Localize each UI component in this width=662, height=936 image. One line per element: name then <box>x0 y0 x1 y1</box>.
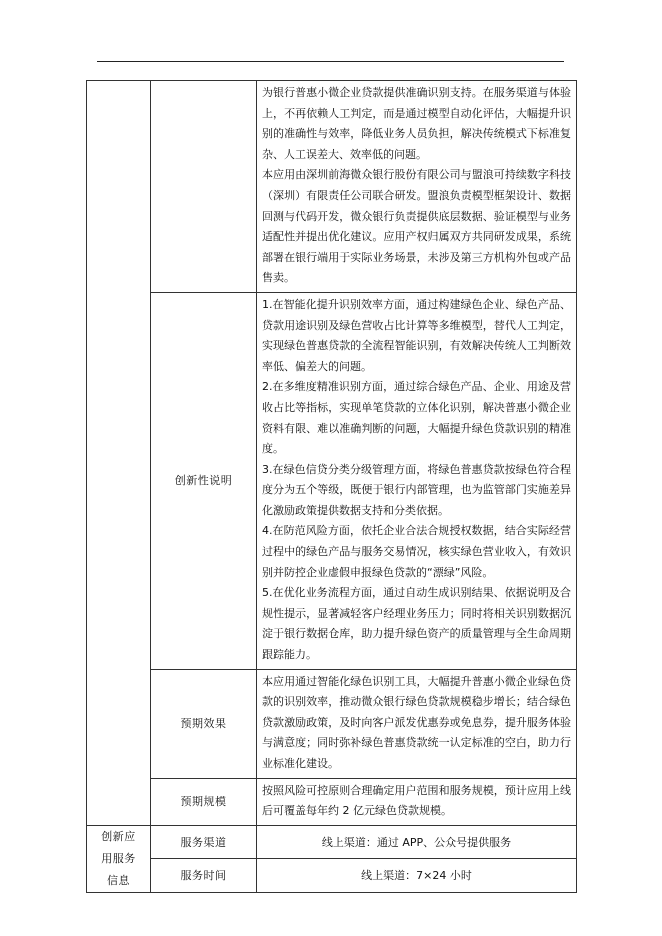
table-row <box>87 81 577 293</box>
expected-effect-cell <box>257 669 577 778</box>
service-channel-label: 服务渠道 <box>151 825 257 859</box>
group-cell-empty <box>87 81 151 826</box>
expected-effect-label: 预期效果 <box>151 669 257 778</box>
service-time-value: 线上渠道：7×24 小时 <box>257 859 577 893</box>
innovation-item: 4.在防范风险方面，依托企业合法合规授权数据，结合实际经营过程中的绿色产品与服务交易情况，核实绿色营业收入，有效识别并防控企业虚假申报绿色贷款的“漂绿”风险。 <box>262 524 571 579</box>
innovation-item: 1.在智能化提升识别效率方面，通过构建绿色企业、绿色产品、贷款用途识别及绿色营收占比计算等多维模型，替代人工判定，实现绿色普惠贷款的全流程智能识别，有效解决传统人工判断效率低、偏差大的问题。 <box>262 297 571 373</box>
service-info-group-text: 创新应用服务信息 <box>101 829 136 887</box>
expected-scale-label: 预期规模 <box>151 778 257 825</box>
expected-scale-cell <box>257 778 577 825</box>
innovation-item: 2.在多维度精准识别方面，通过综合绿色产品、企业、用途及营收占比等指标，实现单笔贷款的立体化识别，解决普惠小微企业资料有限、难以准确判断的问题，大幅提升绿色贷款识别的精准度。 <box>262 380 571 456</box>
table-row <box>87 669 577 778</box>
label-cell-empty <box>151 81 257 293</box>
service-time-label: 服务时间 <box>151 859 257 893</box>
description-paragraph: 为银行普惠小微企业贷款提供准确识别支持。在服务渠道与体验上，不再依赖人工判定，而是通过模型自动化评估，大幅提升识别的准确性与效率，降低业务人员负担，解决传统模式下标准复杂、人工误差大、效率低的问题。 <box>262 86 571 161</box>
description-paragraph: 本应用由深圳前海微众银行股份有限公司与盟浪可持续数字科技（深圳）有限责任公司联合研发。盟浪负责模型框架设计、数据回测与代码开发，微众银行负责提供底层数据、验证模型与业务适配性并提出优化建议。应用产权归属双方共同研发成果，系统部署在银行端用于实际业务场景，未涉及第三方机构外包或产品售卖。 <box>262 168 571 285</box>
service-info-group-label <box>87 825 151 892</box>
innovation-item: 3.在绿色信贷分类分级管理方面，将绿色普惠贷款按绿色符合程度分为五个等级，既便于银行内部管理，也为监管部门实施差异化激励政策提供数据支持和分类依据。 <box>262 462 571 517</box>
application-info-table <box>86 80 577 893</box>
innovation-item: 5.在优化业务流程方面，通过自动生成识别结果、依据说明及合规性提示，显著减轻客户经理业务压力；同时将相关识别数据沉淀于银行数据仓库，助力提升绿色资产的质量管理与全生命周期跟踪能力。 <box>262 586 571 662</box>
header-rule <box>97 61 564 62</box>
table-row <box>87 292 577 669</box>
innovation-cell <box>257 292 577 669</box>
description-cell <box>257 81 577 293</box>
expected-scale-text: 按照风险可控原则合理确定用户范围和服务规模，预计应用上线后可覆盖每年约 2 亿元绿色贷款规模。 <box>262 783 571 818</box>
service-channel-value: 线上渠道：通过 APP、公众号提供服务 <box>257 825 577 859</box>
table-row <box>87 778 577 825</box>
table-row <box>87 825 577 859</box>
innovation-label: 创新性说明 <box>151 292 257 669</box>
expected-effect-text: 本应用通过智能化绿色识别工具，大幅提升普惠小微企业绿色贷款的识别效率，推动微众银行绿色贷款规模稳步增长；结合绿色贷款激励政策，及时向客户派发优惠券或免息券，提升服务体验与满意度；同时弥补绿色普惠贷款统一认定标准的空白，助力行业标准化建设。 <box>262 674 571 770</box>
table-row <box>87 859 577 893</box>
